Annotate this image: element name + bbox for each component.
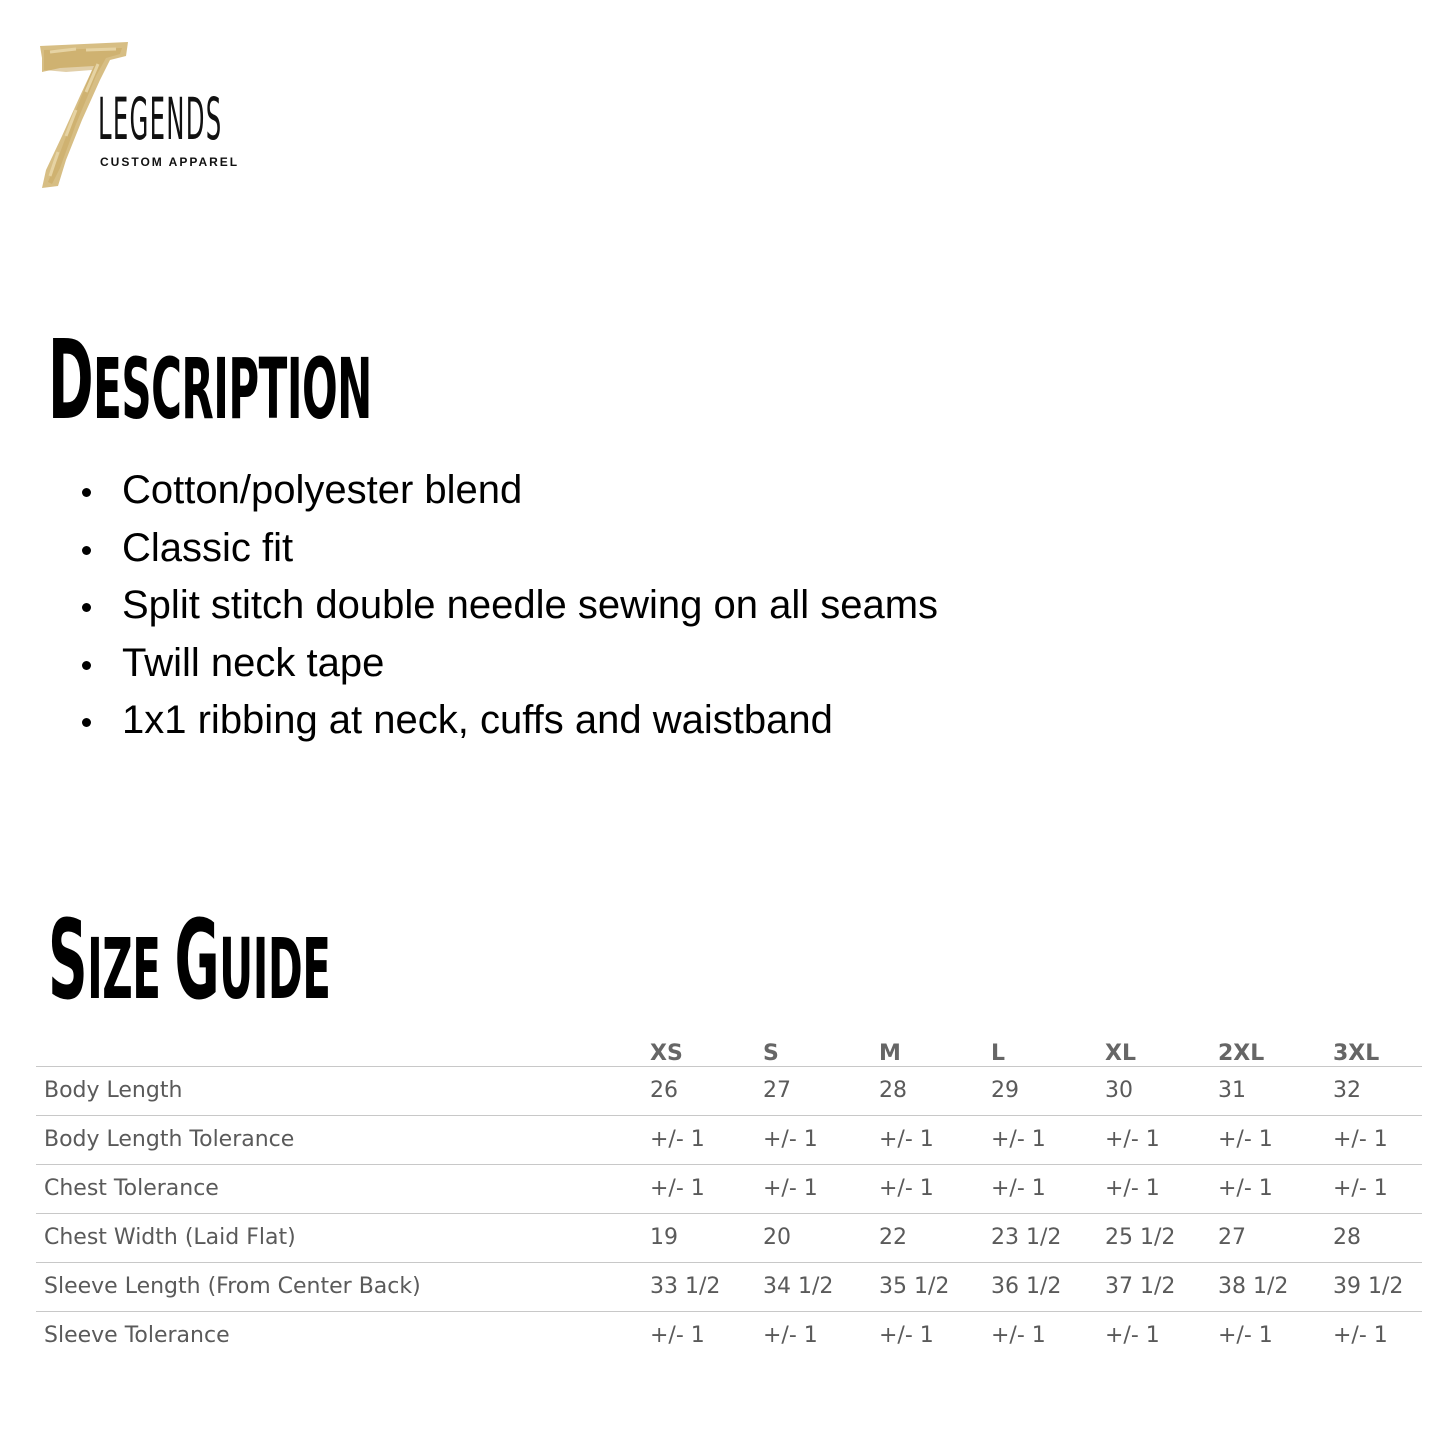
- table-cell: +/- 1: [879, 1115, 991, 1164]
- table-cell: 28: [879, 1066, 991, 1115]
- table-cell: 32: [1333, 1066, 1422, 1115]
- table-cell: 31: [1218, 1066, 1333, 1115]
- table-row: [36, 1262, 1422, 1311]
- table-cell: 39 1/2: [1333, 1262, 1422, 1311]
- table-cell: 36 1/2: [991, 1262, 1105, 1311]
- table-cell: +/- 1: [650, 1115, 763, 1164]
- table-cell: +/- 1: [1105, 1115, 1218, 1164]
- brand-logo: [36, 40, 256, 192]
- table-cell: 33 1/2: [650, 1262, 763, 1311]
- logo-wordmark: LEGENDS: [98, 85, 223, 153]
- logo-tagline: CUSTOM APPAREL: [100, 155, 240, 169]
- table-cell: 37 1/2: [1105, 1262, 1218, 1311]
- table-cell: 20: [763, 1213, 879, 1262]
- table-row: [36, 1164, 1422, 1213]
- table-cell: +/- 1: [879, 1164, 991, 1213]
- table-header-row: [36, 1028, 1422, 1066]
- table-cell: +/- 1: [1218, 1115, 1333, 1164]
- table-cell: 27: [1218, 1213, 1333, 1262]
- header-size-xs: XS: [650, 1028, 763, 1066]
- table-cell: 19: [650, 1213, 763, 1262]
- list-item: Split stitch double needle sewing on all seams: [80, 577, 938, 635]
- row-label: Body Length Tolerance: [36, 1115, 650, 1164]
- table-row: [36, 1066, 1422, 1115]
- list-item: Cotton/polyester blend: [80, 462, 938, 520]
- table-cell: 30: [1105, 1066, 1218, 1115]
- table-cell: +/- 1: [1218, 1164, 1333, 1213]
- table-cell: 25 1/2: [1105, 1213, 1218, 1262]
- table-cell: +/- 1: [1105, 1323, 1160, 1349]
- table-cell: 35 1/2: [879, 1262, 991, 1311]
- header-size-l: L: [991, 1028, 1105, 1066]
- table-cell: 22: [879, 1213, 991, 1262]
- table-cell: +/- 1: [650, 1164, 763, 1213]
- table-cell: +/- 1: [1105, 1164, 1218, 1213]
- header-size-s: S: [763, 1028, 879, 1066]
- table-cell: 23 1/2: [991, 1213, 1105, 1262]
- table-cell: 28: [1333, 1213, 1422, 1262]
- row-label: Chest Tolerance: [36, 1164, 650, 1213]
- row-label: Sleeve Length (From Center Back): [36, 1262, 650, 1311]
- description-list: [80, 462, 938, 750]
- table-cell: +/- 1: [1333, 1164, 1422, 1213]
- table-cell: +/- 1: [763, 1164, 879, 1213]
- table-row: [36, 1115, 1422, 1164]
- size-guide-table: [36, 1028, 1422, 1360]
- description-heading: DESCRIPTION: [48, 316, 372, 444]
- header-size-xl: XL: [1105, 1028, 1218, 1066]
- table-cell: +/- 1: [763, 1115, 879, 1164]
- header-size-2xl: 2XL: [1218, 1028, 1333, 1066]
- table-cell: +/- 1: [1333, 1323, 1388, 1349]
- row-label: Sleeve Tolerance: [44, 1323, 230, 1349]
- table-row: [36, 1311, 1422, 1360]
- header-size-m: M: [879, 1028, 991, 1066]
- table-cell: +/- 1: [991, 1115, 1105, 1164]
- table-cell: 38 1/2: [1218, 1262, 1333, 1311]
- table-cell: +/- 1: [1333, 1115, 1422, 1164]
- table-cell: 34 1/2: [763, 1262, 879, 1311]
- table-cell: +/- 1: [763, 1323, 818, 1349]
- table-cell: +/- 1: [879, 1323, 934, 1349]
- table-cell: 26: [650, 1066, 763, 1115]
- table-cell: +/- 1: [1218, 1323, 1273, 1349]
- table-cell: 27: [763, 1066, 879, 1115]
- row-label: Chest Width (Laid Flat): [36, 1213, 650, 1262]
- header-size-3xl: 3XL: [1333, 1028, 1422, 1066]
- table-cell: +/- 1: [991, 1323, 1046, 1349]
- table-cell: +/- 1: [991, 1164, 1105, 1213]
- table-row: [36, 1213, 1422, 1262]
- table-cell: 29: [991, 1066, 1105, 1115]
- size-guide-heading: SIZE GUIDE: [48, 896, 331, 1024]
- list-item: Classic fit: [80, 520, 938, 578]
- list-item: Twill neck tape: [80, 635, 938, 693]
- row-label: Body Length: [36, 1066, 650, 1115]
- table-cell: +/- 1: [650, 1323, 705, 1349]
- list-item: 1x1 ribbing at neck, cuffs and waistband: [80, 692, 938, 750]
- header-label-cell: [36, 1028, 650, 1066]
